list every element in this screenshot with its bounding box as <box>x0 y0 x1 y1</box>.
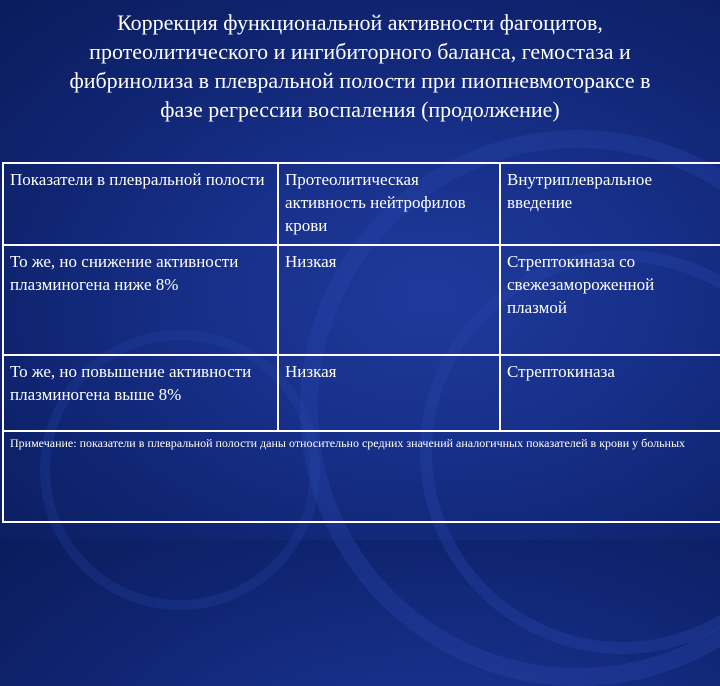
table-note-row <box>3 431 720 522</box>
table-row <box>3 355 720 431</box>
table-note: Примечание: показатели в плевральной полости даны относительно средних значений аналогичных показателей в крови у больных <box>3 431 720 522</box>
table-cell: Стрептокиназа <box>500 355 720 431</box>
table-cell: То же, но повышение активности плазминогена выше 8% <box>3 355 278 431</box>
data-table <box>2 162 720 523</box>
table-header-cell: Показатели в плевральной полости <box>3 163 278 245</box>
table-cell: Стрептокиназа со свежезамороженной плазмой <box>500 245 720 355</box>
table-cell: Низкая <box>278 245 500 355</box>
slide-title: Коррекция функциональной активности фагоцитов, протеолитического и ингибиторного баланса, гемостаза и фибринолиза в плевральной полости при пиопневмотораксе в фазе регрессии воспаления (продолжение) <box>69 10 651 122</box>
table-header-cell: Протеолитическая активность нейтрофилов крови <box>278 163 500 245</box>
table-cell: То же, но снижение активности плазминогена ниже 8% <box>3 245 278 355</box>
table-header-row <box>3 163 720 245</box>
table-cell: Низкая <box>278 355 500 431</box>
table-header-cell: Внутриплевральное введение <box>500 163 720 245</box>
table-row <box>3 245 720 355</box>
